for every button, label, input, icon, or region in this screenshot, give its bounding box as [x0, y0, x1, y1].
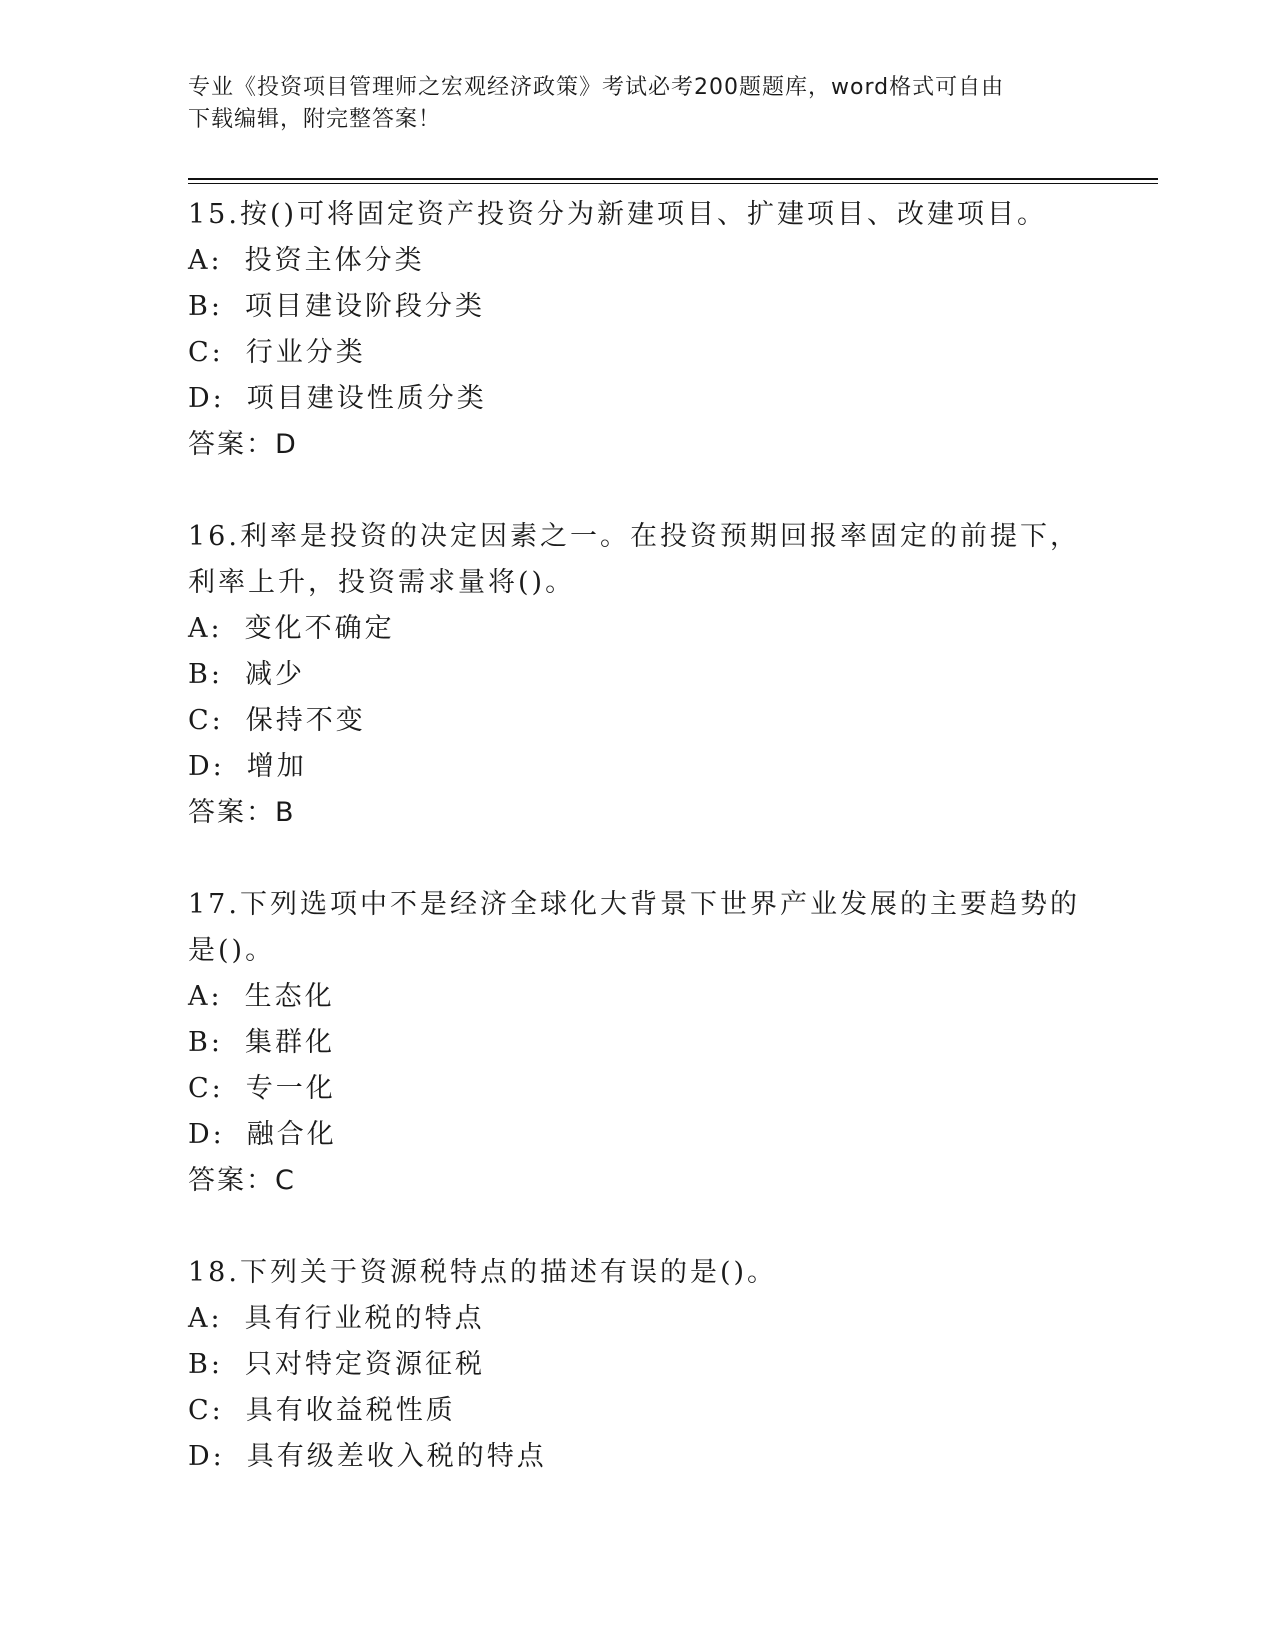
option-c — [188, 1388, 1088, 1434]
option-d — [188, 376, 1088, 422]
question-number: 17. — [188, 889, 240, 920]
question-text: 利率是投资的决定因素之一。在投资预期回报率固定的前提下，利率上升，投资需求量将()。 — [188, 521, 1080, 598]
option-letter: A: — [188, 981, 223, 1012]
option-letter: C: — [188, 705, 224, 736]
option-text: 融合化 — [246, 1119, 337, 1150]
option-c — [188, 1066, 1088, 1112]
answer-line: 答案：C — [188, 1165, 296, 1196]
option-letter: B: — [188, 1027, 223, 1058]
option-text: 生态化 — [244, 981, 335, 1012]
option-text: 只对特定资源征税 — [244, 1349, 485, 1380]
option-d — [188, 1112, 1088, 1158]
question-stem — [188, 514, 1088, 606]
question-15 — [188, 192, 1088, 468]
option-text: 行业分类 — [245, 337, 366, 368]
option-a — [188, 1296, 1088, 1342]
option-text: 增加 — [246, 751, 307, 782]
option-text: 项目建设性质分类 — [246, 383, 487, 414]
option-letter: D: — [188, 1119, 225, 1150]
question-stem — [188, 192, 1088, 238]
option-text: 投资主体分类 — [244, 245, 425, 276]
option-text: 变化不确定 — [244, 613, 395, 644]
option-letter: D: — [188, 1441, 225, 1472]
option-letter: B: — [188, 659, 223, 690]
option-b — [188, 1020, 1088, 1066]
option-b — [188, 1342, 1088, 1388]
option-text: 具有级差收入税的特点 — [246, 1441, 547, 1472]
question-text: 下列选项中不是经济全球化大背景下世界产业发展的主要趋势的是()。 — [188, 889, 1080, 966]
question-number: 18. — [188, 1257, 240, 1288]
option-d — [188, 744, 1088, 790]
document-header — [188, 72, 1088, 136]
option-letter: A: — [188, 1303, 223, 1334]
question-number: 16. — [188, 521, 240, 552]
option-letter: C: — [188, 337, 224, 368]
option-b — [188, 284, 1088, 330]
header-divider-thin — [188, 183, 1158, 184]
answer-line: 答案：D — [188, 429, 298, 460]
question-stem — [188, 1250, 1088, 1296]
option-c — [188, 330, 1088, 376]
header-line-2: 下载编辑，附完整答案！ — [188, 107, 442, 132]
question-text: 按()可将固定资产投资分为新建项目、扩建项目、改建项目。 — [239, 199, 1048, 230]
question-17 — [188, 882, 1088, 1204]
option-a — [188, 606, 1088, 652]
option-b — [188, 652, 1088, 698]
question-text: 下列关于资源税特点的描述有误的是()。 — [239, 1257, 778, 1288]
option-text: 具有行业税的特点 — [244, 1303, 485, 1334]
header-divider-thick — [188, 178, 1158, 180]
option-letter: D: — [188, 751, 225, 782]
option-text: 集群化 — [244, 1027, 335, 1058]
option-letter: D: — [188, 383, 225, 414]
question-16 — [188, 514, 1088, 836]
option-letter: B: — [188, 291, 223, 322]
option-text: 专一化 — [245, 1073, 336, 1104]
option-c — [188, 698, 1088, 744]
option-letter: B: — [188, 1349, 223, 1380]
option-text: 减少 — [244, 659, 305, 690]
question-list — [188, 192, 1088, 1526]
question-stem — [188, 882, 1088, 974]
option-text: 项目建设阶段分类 — [244, 291, 485, 322]
option-letter: C: — [188, 1073, 224, 1104]
option-letter: C: — [188, 1395, 224, 1426]
option-letter: A: — [188, 245, 223, 276]
question-number: 15. — [188, 199, 240, 230]
option-a — [188, 238, 1088, 284]
option-d — [188, 1434, 1088, 1480]
question-18 — [188, 1250, 1088, 1480]
option-letter: A: — [188, 613, 223, 644]
answer-line: 答案：B — [188, 797, 296, 828]
option-text: 具有收益税性质 — [245, 1395, 456, 1426]
option-a — [188, 974, 1088, 1020]
header-line-1: 专业《投资项目管理师之宏观经济政策》考试必考200题题库，word格式可自由 — [188, 75, 1005, 100]
option-text: 保持不变 — [245, 705, 366, 736]
